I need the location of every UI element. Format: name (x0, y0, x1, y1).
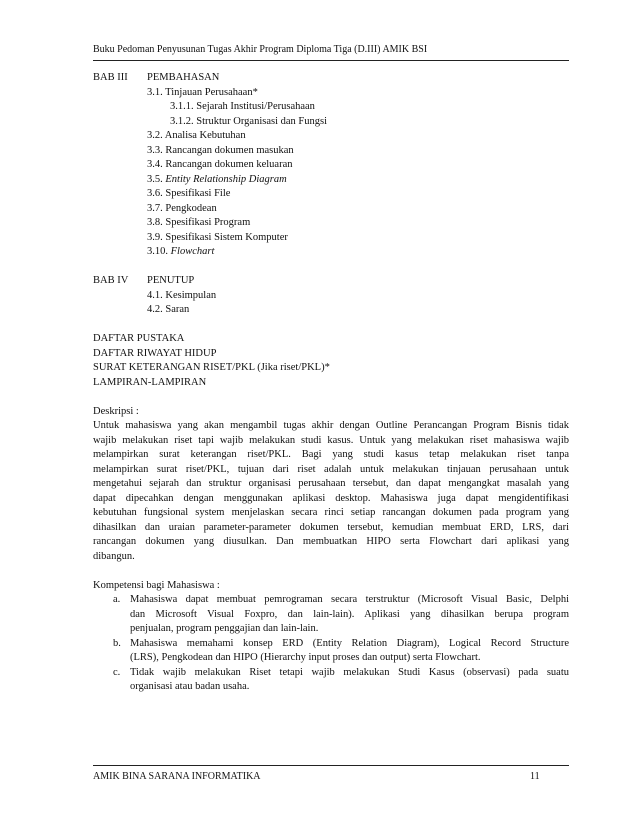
chapter-number: BAB III (93, 72, 128, 83)
list-item-line: dan Microsoft Visual Foxpro, dan lain-lain). Aplikasi yang dihasilkan berupa program (130, 608, 569, 620)
paragraph-line: dibangun. (93, 550, 135, 562)
list-marker: a. (113, 594, 121, 605)
chapter-toc-list (93, 289, 569, 318)
page-header: Buku Pedoman Penyusunan Tugas Akhir Program Diploma Tiga (D.III) AMIK BSI (93, 44, 428, 55)
paragraph-line: Untuk mahasiswa yang akan mengambil tugas akhir dengan Outline Perancangan Program Bisnis tidak (93, 420, 569, 431)
toc-item-text: 3.5. (147, 173, 166, 185)
list-item-line: Mahasiswa dapat membuat pemrograman secara terstruktur (Microsoft Visual Basic, Delphi (130, 594, 569, 605)
header-rule (93, 60, 569, 61)
list-item-line: Mahasiswa memahami konsep ERD (Entity Relation Diagram), Logical Record Structure (130, 637, 569, 649)
footer-institution: AMIK BINA SARANA INFORMATIKA (93, 771, 261, 782)
toc-item-text: 3.8. Spesifikasi Program (147, 217, 251, 228)
list-marker: c. (113, 666, 121, 678)
paragraph-line: kebutuhan fungsional system menjelaskan secara rinci setiap rancangan dokumen pada program yang (93, 507, 569, 518)
kompetensi-list (93, 593, 569, 695)
paragraph-line: mengetahui sejarah dan struktur organisasi perusahaan tersebut, dan dapat mengangkat masalah yang (93, 478, 569, 489)
toc-item-text: 3.6. Spesifikasi File (147, 188, 231, 199)
list-marker: b. (113, 637, 121, 649)
paragraph-line: melampirkan surat riset/PKL, tujuan dari riset adalah untuk melakukan tinjauan perusahaan untuk (93, 463, 569, 475)
toc-item (93, 231, 569, 246)
chapter-toc-list (93, 86, 569, 260)
toc-item (93, 158, 569, 173)
list-item-line: (LRS), Pengkodean dan HIPO (Hierarchy input proses dan output) serta Flowchart. (130, 652, 481, 663)
chapter-heading (93, 274, 569, 289)
toc-item (93, 115, 569, 130)
toc-item-text: 3.3. Rancangan dokumen masukan (147, 144, 294, 156)
toc-item-text: 3.1. Tinjauan Perusahaan* (147, 86, 258, 98)
paragraph-line: dapat dipecahkan dengan menggunakan aplikasi desktop. Mahasiswa juga dapat mengidentifikasi (93, 492, 569, 504)
closing-item: LAMPIRAN-LAMPIRAN (93, 376, 207, 388)
toc-item-text: 3.10. (147, 246, 171, 257)
toc-item (93, 129, 569, 144)
chapter-title: PENUTUP (147, 275, 195, 286)
kompetensi-heading: Kompetensi bagi Mahasiswa : (93, 579, 220, 591)
toc-item (93, 86, 569, 101)
paragraph-line: wajib melakukan riset tapi wajib melakukan studi kasus. Untuk yang melakukan riset mahasiswa wajib (93, 434, 569, 446)
toc-item (93, 173, 569, 188)
list-item-line: penjualan, program penggajian dan lain-lain. (130, 623, 319, 634)
toc-item-text: 3.7. Pengkodean (147, 202, 217, 214)
toc-item-italic: Entity Relationship Diagram (165, 173, 287, 185)
paragraph-line: dihasilkan dan uraian parameter-parameter dokumen tersebut, kemudian membuat ERD, LRS, dari (93, 521, 569, 533)
toc-item (93, 100, 569, 115)
footer-rule (93, 765, 569, 766)
list-item (93, 637, 569, 666)
toc-item (93, 144, 569, 159)
toc-item-text: 3.1.2. Struktur Organisasi dan Fungsi (170, 115, 328, 127)
chapter-number: BAB IV (93, 275, 129, 286)
toc-item (93, 187, 569, 202)
list-item-line: organisasi atau badan usaha. (130, 681, 250, 692)
chapter-heading (93, 71, 569, 86)
closing-item: SURAT KETERANGAN RISET/PKL (Jika riset/PKL)* (93, 362, 330, 373)
toc-item-text: 3.1.1. Sejarah Institusi/Perusahaan (170, 101, 315, 112)
toc-item-text: 3.4. Rancangan dokumen keluaran (147, 159, 293, 170)
toc-item-italic: Flowchart (170, 246, 215, 257)
toc-item: 4.1. Kesimpulan (147, 289, 217, 301)
paragraph-line: rancangan dokumen yang diusulkan. Dan membuatkan HIPO serta Flowchart dari aplikasi yang (93, 536, 569, 547)
closing-sections (93, 332, 569, 390)
closing-item: DAFTAR RIWAYAT HIDUP (93, 347, 217, 359)
page-content (93, 71, 569, 695)
page-number: 11 (530, 771, 540, 782)
closing-item: DAFTAR PUSTAKA (93, 333, 185, 344)
list-item (93, 593, 569, 637)
toc-item-text: 3.2. Analisa Kebutuhan (147, 130, 246, 141)
list-item (93, 666, 569, 695)
chapter-title: PEMBAHASAN (147, 72, 220, 83)
toc-item-text: 3.9. Spesifikasi Sistem Komputer (147, 231, 288, 243)
paragraph-line: melampirkan surat keterangan riset/PKL. Bagi yang studi kasus tetap melakukan riset tanpa (93, 449, 569, 460)
list-item-line: Tidak wajib melakukan Riset tetapi wajib melakukan Studi Kasus (observasi) pada suatu (130, 666, 569, 678)
toc-item (93, 202, 569, 217)
toc-item (93, 216, 569, 231)
toc-item: 4.2. Saran (147, 304, 190, 315)
deskripsi-heading: Deskripsi : (93, 405, 139, 417)
deskripsi-paragraph (93, 419, 569, 564)
toc-item (93, 245, 569, 260)
